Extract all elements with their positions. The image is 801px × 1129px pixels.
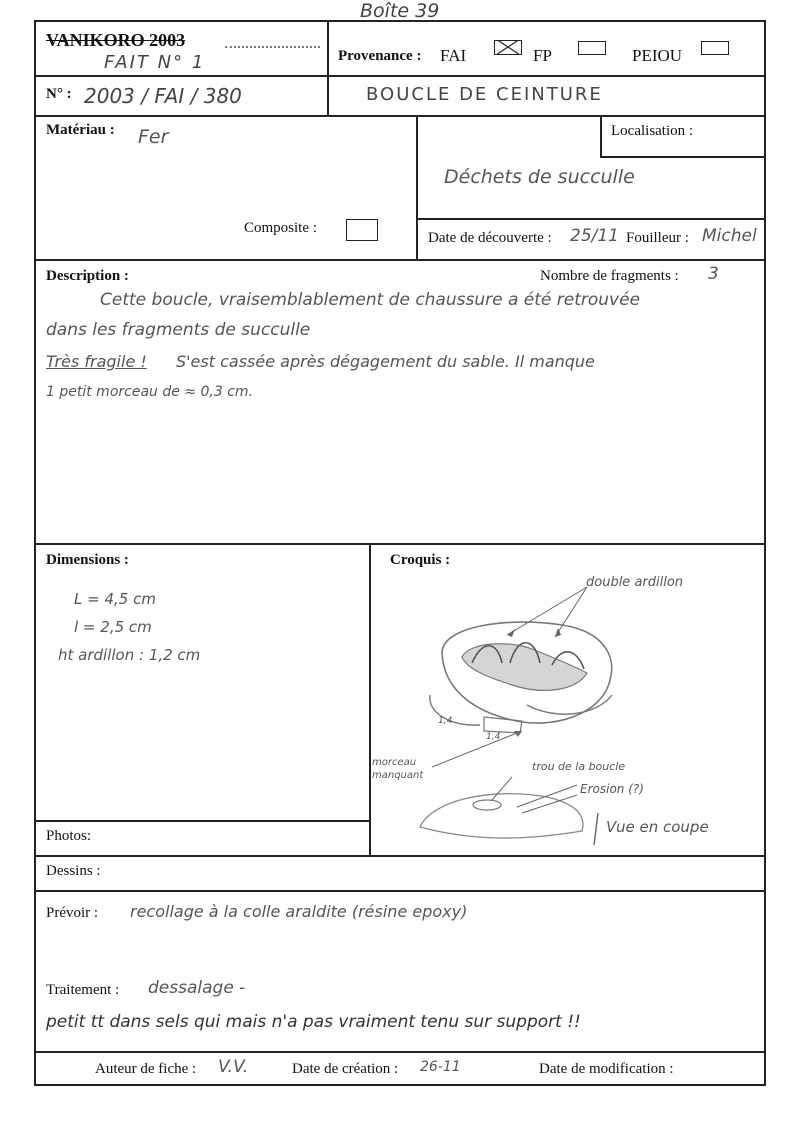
description-line-4: 1 petit morceau de ≈ 0,3 cm. [46, 384, 253, 400]
check-mark-icon [495, 41, 521, 54]
materiau-value: Fer [138, 126, 169, 148]
localisation-label: Localisation : [611, 123, 694, 139]
description-label: Description : [46, 268, 129, 284]
croquis-label: Croquis : [390, 552, 451, 568]
prevoir-label: Prévoir : [46, 905, 99, 921]
traitement-note: petit tt dans sels qui mais n'a pas vraiment tenu sur support !! [46, 1012, 581, 1032]
traitement-value: dessalage - [148, 978, 246, 998]
rule [34, 259, 766, 261]
number-label: N° : [46, 86, 72, 102]
rule [369, 543, 371, 857]
annotation-m2: 1,4 [486, 732, 501, 742]
fouilleur-label: Fouilleur : [626, 230, 689, 246]
provenance-checkbox-peiou[interactable] [701, 41, 729, 55]
dimension-height: ht ardillon : 1,2 cm [58, 646, 201, 664]
number-value: 2003 / FAI / 380 [84, 84, 242, 108]
localisation-value: Déchets de succulle [444, 166, 635, 188]
auteur-label: Auteur de fiche : [95, 1061, 197, 1077]
dimensions-label: Dimensions : [46, 552, 129, 568]
object-title: BOUCLE DE CEINTURE [366, 84, 603, 105]
rule [34, 890, 766, 892]
dessins-label: Dessins : [46, 863, 101, 879]
rule [34, 855, 766, 857]
provenance-option-fp: FP [533, 46, 552, 65]
dimension-length: L = 4,5 cm [74, 590, 156, 608]
traitement-label: Traitement : [46, 982, 120, 998]
fragments-label: Nombre de fragments : [540, 268, 679, 284]
description-line-3b: S'est cassée après dégagement du sable. Il manque [176, 352, 595, 371]
site-sub: FAIT N° 1 [104, 52, 206, 73]
date-decouverte-label: Date de découverte : [428, 230, 552, 246]
provenance-label: Provenance : [338, 48, 422, 64]
description-line-2: dans les fragments de succulle [46, 320, 311, 340]
rule [34, 820, 370, 822]
site-name: VANIKORO 2003 [46, 30, 186, 50]
provenance-option-peiou: PEIOU [632, 46, 683, 65]
annotation-erosion: Erosion (?) [580, 782, 644, 796]
provenance-option-fai: FAI [440, 46, 467, 65]
creation-value: 26-11 [420, 1059, 461, 1075]
annotation-double-ardillon: double ardillon [586, 575, 684, 590]
box-label: Boîte 39 [360, 0, 440, 22]
rule [600, 115, 602, 157]
annotation-manquant: manquant [372, 770, 424, 781]
rule [34, 1051, 766, 1053]
composite-label: Composite : [244, 220, 317, 236]
rule [417, 218, 766, 220]
annotation-vue-en-coupe: Vue en coupe [606, 818, 709, 836]
buckle-sketch [372, 545, 762, 855]
modification-label: Date de modification : [539, 1061, 674, 1077]
rule [34, 75, 766, 77]
materiau-label: Matériau : [46, 122, 115, 138]
provenance-checkbox-fp[interactable] [578, 41, 606, 55]
fouilleur-value: Michel [702, 226, 757, 246]
prevoir-value: recollage à la colle araldite (résine epoxy) [130, 902, 468, 921]
rule [600, 156, 766, 158]
auteur-value: V.V. [218, 1057, 249, 1077]
description-line-3a: Très fragile ! [46, 352, 147, 371]
dimension-width: l = 2,5 cm [74, 618, 152, 636]
date-decouverte-value: 25/11 [570, 226, 619, 246]
rule [34, 115, 766, 117]
rule [327, 20, 329, 117]
dotted-line [225, 46, 320, 48]
fragments-value: 3 [708, 264, 719, 284]
annotation-m1: 1,4 [438, 716, 453, 726]
provenance-checkbox-fai[interactable] [494, 40, 522, 55]
photos-label: Photos: [46, 828, 92, 844]
annotation-morceau: morceau [372, 757, 417, 768]
rule [416, 115, 418, 261]
description-line-1: Cette boucle, vraisemblablement de chaussure a été retrouvée [100, 290, 641, 310]
composite-checkbox[interactable] [346, 219, 378, 241]
annotation-trou: trou de la boucle [532, 760, 626, 773]
creation-label: Date de création : [292, 1061, 399, 1077]
